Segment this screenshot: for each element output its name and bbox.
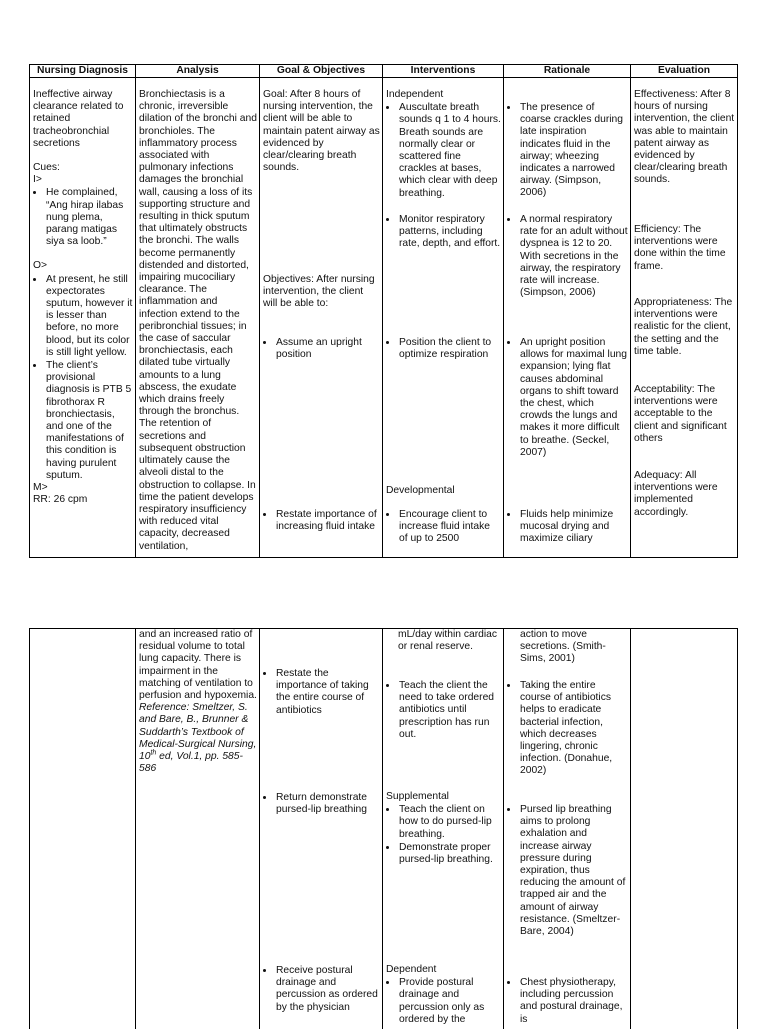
rationale-crackles: • The presence of coarse crackles during late inspiration indicates fluid in the airway; wheezing indicates a narrowed airway. (Simpson, 2006) [519,101,628,200]
col-evaluation-cont [631,629,737,1029]
objective-item [263,508,380,533]
rationale-antibiotics: • Taking the entire course of antibiotics helps to eradicate bacterial infection, which decreases lingering, chronic infection. (Donahue, 2002) [519,679,628,778]
objective-fluid: • Restate importance of increasing fluid intake [275,508,380,533]
intervention-demo-pursed: • Demonstrate proper pursed-lip breathing. [398,841,501,866]
objective-antibiotics: • Restate the importance of taking the entire course of antibiotics [275,667,380,717]
header-rationale: Rationale [504,65,630,78]
eval-appropriateness: Appropriateness: The interventions were realistic for the client, the setting and the time table. [634,297,733,357]
header-goals: Goal & Objectives [260,65,382,78]
rationale-chest-physio: • Chest physiotherapy, including percussion and postural drainage, is [519,976,628,1026]
intervention-position: • Position the client to optimize respiration [398,336,501,361]
intervention-item [386,213,501,251]
rationale-item [507,336,628,459]
eval-efficiency: Efficiency: The interventions were done within the time frame. [634,224,726,272]
objective-upright: • Assume an upright position [275,336,380,361]
intervention-postural: • Provide postural drainage and percussion only as ordered by the [398,976,501,1026]
care-plan-table-page-2 [29,628,738,1029]
eval-adequacy: Adequacy: All interventions were implemented accordingly. [634,470,718,518]
measurable-label: M> [33,482,48,494]
col-interventions-cont [383,629,504,1029]
developmental-label: Developmental [386,485,455,496]
eval-effectiveness: Effectiveness: After 8 hours of nursing intervention, the client was able to maintain patent airway as evidenced by clear/clearing breath sounds. [634,89,735,186]
rationale-item [507,679,628,778]
rationale-pursed-lip: • Pursed lip breathing aims to prolong exhalation and increase airway pressure during expiration, thus reducing the amount of trapped air and the amount of airway resistance. (Smeltzer-Bare, 2004) [519,803,628,938]
intervention-antibiotics: • Teach the client the need to take ordered antibiotics until prescription has run out. [398,679,501,741]
respiratory-rate: RR: 26 cpm [33,494,88,506]
dependent-label: Dependent [386,964,437,975]
rationale-rate: • A normal respiratory rate for an adult without dyspnea is 12 to 20. With secretions in the airway, the respiratory rate will increase. (Simpson, 2006) [519,213,628,299]
header-interventions: Interventions [383,65,503,78]
objective-cues [33,273,133,482]
col-interventions [383,65,504,557]
col-rationale [504,65,631,557]
reference-text-end: ed, Vol.1, pp. 585-586 [139,751,243,775]
rationale-item [507,976,628,1026]
col-goals-cont [260,629,383,1029]
col-nursing-diagnosis [30,65,136,557]
diagnosis-cell [33,89,133,507]
intervention-item [386,679,501,741]
interventions-supplemental [386,791,501,866]
col-evaluation [631,65,737,557]
rationale-fluids-cont: action to move secretions. (Smith-Sims, 2001) [520,629,606,665]
independent-label: Independent [386,89,444,100]
subjective-cues [33,186,133,248]
objective-label: O> [33,260,48,272]
rationale-item [507,213,628,299]
col-analysis-cont [136,629,260,1029]
objective-item [263,336,380,361]
supplemental-label: Supplemental [386,791,449,802]
intervention-monitor: • Monitor respiratory patterns, including rate, depth, and effort. [398,213,501,251]
subjective-cue: • He complained, “Ang hirap ilabas nung plema, parang matigas siya sa loob.” [45,186,133,248]
analysis-cell-cont [139,629,257,775]
objective-pursed-lip: • Return demonstrate pursed-lip breathing [275,791,380,816]
intervention-teach-pursed: • Teach the client on how to do pursed-lip breathing. [398,803,501,841]
objective-cue: • The client’s provisional diagnosis is PTB 5 fibrothorax R bronchiectasis, and one of the manifestations of this condition is having purulent sputum. [45,359,133,482]
intervention-auscultate: • Auscultate breath sounds q 1 to 4 hours. Breath sounds are normally clear or scattered fine crackles at bases, which clear with deep breathing. [398,101,501,200]
intervention-fluid-cont: mL/day within cardiac or renal reserve. [398,629,498,653]
diagnosis-statement: Ineffective airway clearance related to retained tracheobronchial secretions [33,89,124,149]
objective-postural: • Receive postural drainage and percussion as ordered by the physician [275,964,380,1014]
goal-text: Goal: After 8 hours of nursing intervention, the client will be able to maintain patent airway as evidenced by clear/clearing breath sounds. [263,89,380,174]
col-nursing-diagnosis-cont [30,629,136,1029]
col-analysis [136,65,260,557]
rationale-upright: • An upright position allows for maximal lung expansion; lying flat causes abdominal organs to shift toward the chest, which crowds the lungs and makes it more difficult to breathe. (Seckel, 2007) [519,336,628,459]
interventions-independent [386,89,501,200]
rationale-item [507,101,628,200]
analysis-text: Bronchiectasis is a chronic, irreversible dilation of the bronchi and bronchioles. The inflammatory process associated with pulmonary infections damages the bronchial wall, causing a loss of its supporting structure and resulting in thick sputum that ultimately obstructs the bronchi. The walls become permanently distended and distorted, impairing mucociliary clearance. The inflammation and infection extend to the peribronchial tissues; in the case of saccular bronchiectasis, each dilated tube virtually amounts to a lung abscess, the exudate which drains freely through the bronchus. The retention of secretions and subsequent obstruction ultimately cause the alveoli distal to the obstruction to collapse. In time the patient develops respiratory insufficiency with reduced vital capacity, decreased ventilation, [139,89,257,552]
cues-label: Cues: [33,162,60,174]
intervention-item [386,508,501,546]
reference-text: Reference: Smeltzer, S. and Bare, B., Brunner & Suddarth’s Textbook of Medical-Surgical Nursing, 10 [139,702,257,763]
eval-acceptability: Acceptability: The interventions were acceptable to the client and significant others [634,384,727,444]
analysis-cell [139,89,257,553]
objective-cue: • At present, he still expectorates sputum, however it is lesser than before, no more blood, but its color is still light yellow. [45,273,133,359]
header-analysis: Analysis [136,65,259,78]
objective-item [263,667,380,717]
header-nursing-diagnosis: Nursing Diagnosis [30,65,135,78]
col-rationale-cont [504,629,631,1029]
analysis-text-cont: and an increased ratio of residual volume to total lung capacity. There is impairment in the matching of ventilation to perfusion and hypoxemia. [139,629,257,702]
intervention-item [386,336,501,361]
objective-item [263,964,380,1014]
subjective-label: I> [33,174,42,186]
rationale-fluids: • Fluids help minimize mucosal drying and maximize ciliary [519,508,628,546]
rationale-item [507,508,628,546]
intervention-fluid: • Encourage client to increase fluid intake of up to 2500 [398,508,501,546]
objective-item [263,791,380,816]
reference-sup: th [150,749,157,757]
col-goals [260,65,383,557]
care-plan-table-page-1 [29,64,738,558]
rationale-item [507,803,628,938]
objectives-intro: Objectives: After nursing intervention, the client will be able to: [263,274,375,310]
interventions-dependent [386,964,501,1026]
analysis-reference [139,702,257,775]
header-evaluation: Evaluation [631,65,737,78]
